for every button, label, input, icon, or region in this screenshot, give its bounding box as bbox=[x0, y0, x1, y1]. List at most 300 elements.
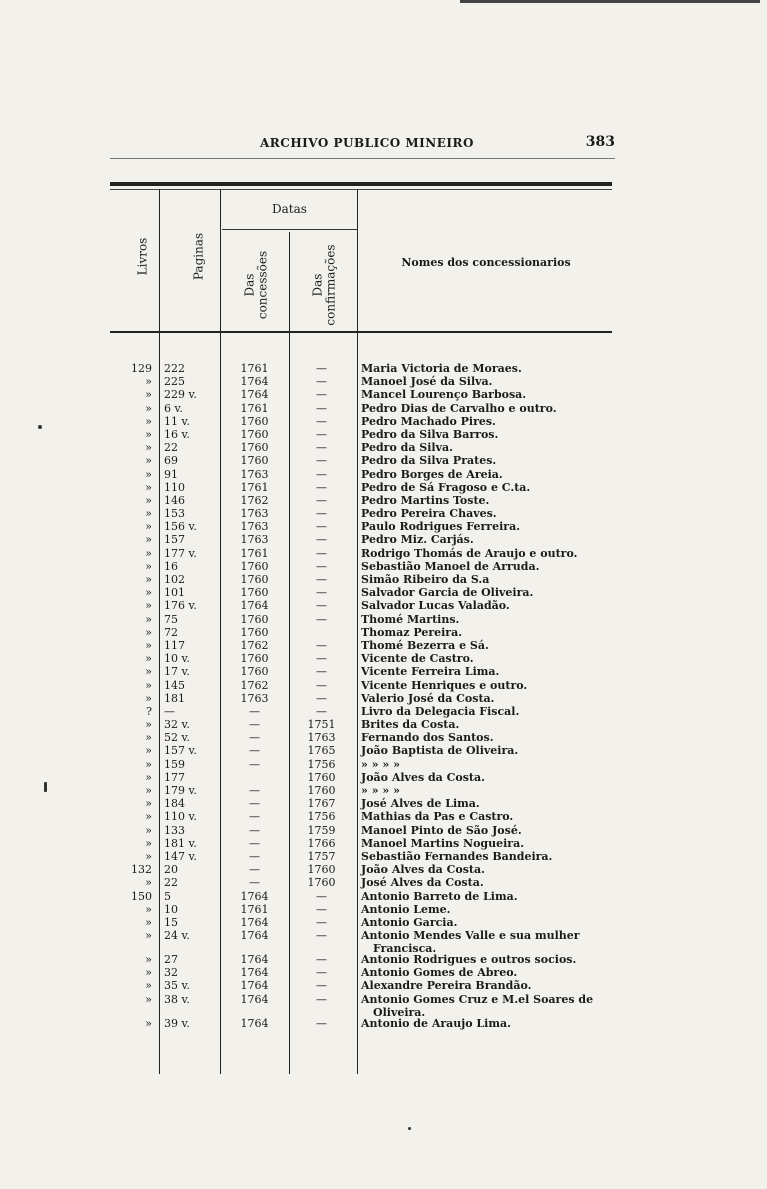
cell-pagina-text: 110 v. bbox=[164, 810, 197, 824]
cell-concessao bbox=[227, 837, 282, 850]
cell-livro-text: » bbox=[145, 929, 152, 943]
cell-pagina-text: 157 v. bbox=[164, 744, 197, 758]
cell-pagina bbox=[164, 810, 224, 823]
cell-nome-text: Livro da Delegacia Fiscal. bbox=[361, 704, 520, 718]
cell-nome bbox=[361, 468, 633, 481]
cell-nome bbox=[361, 890, 633, 903]
margin-mark bbox=[44, 782, 47, 792]
cell-livro bbox=[112, 903, 152, 916]
cell-concessao-text: 1764 bbox=[240, 966, 269, 980]
table-row bbox=[112, 468, 632, 481]
cell-livro-text: » bbox=[145, 823, 152, 837]
cell-livro bbox=[112, 652, 152, 665]
table-row bbox=[112, 797, 632, 810]
cell-pagina bbox=[164, 705, 224, 718]
cell-livro-text: » bbox=[145, 546, 152, 560]
cell-concessao bbox=[227, 626, 282, 639]
cell-pagina bbox=[164, 692, 224, 705]
cell-confirmacao-text: 1760 bbox=[307, 876, 336, 890]
cell-concessao-text: 1761 bbox=[240, 362, 269, 375]
table-row bbox=[112, 665, 632, 678]
header-confirmacoes: Das confirmações bbox=[310, 244, 338, 326]
cell-nome bbox=[361, 903, 633, 916]
cell-pagina-text: 110 bbox=[164, 480, 185, 494]
cell-concessao-text: 1763 bbox=[240, 507, 269, 521]
cell-pagina bbox=[164, 679, 224, 692]
cell-nome bbox=[361, 758, 633, 771]
header-bottom-rule bbox=[110, 331, 612, 333]
cell-livro bbox=[112, 639, 152, 652]
table-row bbox=[112, 481, 632, 494]
cell-livro bbox=[112, 744, 152, 757]
cell-confirmacao bbox=[289, 468, 354, 481]
cell-concessao bbox=[227, 441, 282, 454]
cell-concessao bbox=[227, 415, 282, 428]
cell-confirmacao-text: — bbox=[316, 454, 327, 468]
cell-confirmacao-text: — bbox=[316, 638, 327, 652]
cell-livro bbox=[112, 692, 152, 705]
cell-concessao bbox=[227, 599, 282, 612]
table-row bbox=[112, 613, 632, 626]
cell-nome-text: João Alves da Costa. bbox=[361, 770, 485, 784]
header-rule bbox=[110, 158, 615, 159]
cell-nome-text: Pedro Borges de Areia. bbox=[361, 467, 503, 481]
cell-concessao bbox=[227, 705, 282, 718]
cell-pagina bbox=[164, 560, 224, 573]
cell-concessao-text: 1763 bbox=[240, 520, 269, 534]
cell-confirmacao bbox=[289, 520, 354, 533]
cell-confirmacao bbox=[289, 428, 354, 441]
cell-confirmacao-text: — bbox=[316, 573, 327, 586]
cell-confirmacao-text: — bbox=[316, 493, 327, 507]
cell-confirmacao-text: — bbox=[316, 966, 327, 980]
cell-nome bbox=[361, 573, 633, 586]
cell-confirmacao-text: 1760 bbox=[307, 784, 336, 797]
table-row bbox=[112, 586, 632, 599]
table-row bbox=[112, 652, 632, 665]
cell-pagina-text: 6 v. bbox=[164, 401, 183, 415]
cell-concessao bbox=[227, 428, 282, 441]
table-row bbox=[112, 771, 632, 784]
cell-pagina-text: 101 bbox=[164, 586, 185, 600]
cell-nome bbox=[361, 547, 633, 560]
cell-livro-text: » bbox=[145, 612, 152, 626]
cell-pagina bbox=[164, 797, 224, 810]
cell-concessao-text: 1764 bbox=[240, 599, 269, 613]
cell-concessao-text: 1764 bbox=[240, 992, 269, 1006]
cell-livro-text: » bbox=[145, 586, 152, 600]
cell-concessao bbox=[227, 731, 282, 744]
cell-pagina-text: 176 v. bbox=[164, 599, 197, 613]
cell-nome bbox=[361, 454, 633, 467]
cell-pagina bbox=[164, 953, 224, 966]
cell-confirmacao-text: — bbox=[316, 507, 327, 521]
table-row bbox=[112, 692, 632, 705]
cell-nome-text: » » » » bbox=[361, 757, 400, 771]
cell-concessao-text: — bbox=[249, 797, 260, 811]
cell-livro-text: » bbox=[145, 533, 152, 547]
cell-concessao-text: 1764 bbox=[240, 889, 269, 903]
cell-concessao-text: 1764 bbox=[240, 1016, 269, 1030]
cell-pagina bbox=[164, 388, 224, 401]
cell-concessao-text: 1764 bbox=[240, 388, 269, 402]
cell-livro-text: » bbox=[145, 1016, 152, 1030]
cell-livro-text: » bbox=[145, 638, 152, 652]
table-row bbox=[112, 966, 632, 979]
cell-concessao bbox=[227, 652, 282, 665]
cell-livro bbox=[112, 797, 152, 810]
cell-confirmacao bbox=[289, 993, 354, 1006]
cell-pagina-text: 24 v. bbox=[164, 929, 190, 943]
cell-pagina-text: 10 v. bbox=[164, 652, 190, 666]
cell-nome-text: Pedro Miz. Carjás. bbox=[361, 533, 474, 547]
cell-nome bbox=[361, 993, 633, 1019]
cell-nome-text: Vicente Ferreira Lima. bbox=[361, 665, 500, 679]
cell-livro-text: » bbox=[145, 836, 152, 850]
cell-pagina-text: 157 bbox=[164, 533, 185, 547]
cell-pagina bbox=[164, 468, 224, 481]
cell-pagina bbox=[164, 362, 224, 375]
cell-concessao-text: 1763 bbox=[240, 533, 269, 547]
cell-confirmacao bbox=[289, 586, 354, 599]
cell-concessao bbox=[227, 547, 282, 560]
table-row bbox=[112, 573, 632, 586]
table-row bbox=[112, 876, 632, 889]
cell-livro-text: » bbox=[145, 784, 152, 797]
cell-nome-text: Vicente Henriques e outro. bbox=[361, 678, 528, 692]
cell-livro-text: » bbox=[145, 665, 152, 679]
cell-pagina bbox=[164, 966, 224, 979]
cell-confirmacao bbox=[289, 824, 354, 837]
cell-nome-text: Pedro Machado Pires. bbox=[361, 414, 496, 428]
cell-concessao bbox=[227, 966, 282, 979]
table-row bbox=[112, 388, 632, 401]
cell-nome-text: Pedro de Sá Fragoso e C.ta. bbox=[361, 480, 531, 494]
cell-livro bbox=[112, 993, 152, 1006]
cell-concessao bbox=[227, 953, 282, 966]
cell-concessao-text: 1761 bbox=[240, 401, 269, 415]
cell-nome bbox=[361, 533, 633, 546]
cell-concessao-text: — bbox=[249, 810, 260, 824]
cell-concessao bbox=[227, 916, 282, 929]
cell-confirmacao-text: — bbox=[316, 401, 327, 415]
cell-concessao-text: — bbox=[249, 757, 260, 771]
cell-nome bbox=[361, 876, 633, 889]
table-row bbox=[112, 863, 632, 876]
table-row bbox=[112, 441, 632, 454]
cell-livro bbox=[112, 837, 152, 850]
cell-confirmacao-text: — bbox=[316, 586, 327, 600]
cell-pagina-text: 133 bbox=[164, 823, 185, 837]
cell-confirmacao-text: — bbox=[316, 520, 327, 534]
cell-concessao-text: 1760 bbox=[240, 586, 269, 600]
cell-pagina bbox=[164, 599, 224, 612]
cell-confirmacao-text: — bbox=[316, 929, 327, 943]
cell-livro-text: 132 bbox=[131, 863, 152, 877]
cell-pagina bbox=[164, 929, 224, 942]
cell-livro bbox=[112, 415, 152, 428]
cell-livro bbox=[112, 375, 152, 388]
cell-livro bbox=[112, 507, 152, 520]
cell-concessao-text: — bbox=[249, 704, 260, 718]
table-row bbox=[112, 1017, 632, 1030]
cell-nome-text: Pedro da Silva Barros. bbox=[361, 427, 499, 441]
cell-livro-text: » bbox=[145, 454, 152, 468]
cell-nome bbox=[361, 520, 633, 533]
cell-confirmacao bbox=[289, 916, 354, 929]
cell-pagina-text: 69 bbox=[164, 454, 178, 468]
cell-nome bbox=[361, 494, 633, 507]
cell-nome-text: Manoel José da Silva. bbox=[361, 375, 493, 389]
cell-concessao bbox=[227, 890, 282, 903]
cell-livro bbox=[112, 850, 152, 863]
cell-confirmacao-text: 1759 bbox=[307, 823, 336, 837]
cell-livro-text: » bbox=[145, 559, 152, 573]
cell-pagina bbox=[164, 494, 224, 507]
cell-nome-continuation: Oliveira. bbox=[373, 1005, 426, 1019]
cell-pagina bbox=[164, 665, 224, 678]
header-livros: Livros bbox=[135, 237, 150, 276]
cell-concessao-text: 1762 bbox=[240, 678, 269, 692]
cell-nome bbox=[361, 953, 633, 966]
cell-nome bbox=[361, 481, 633, 494]
cell-livro bbox=[112, 573, 152, 586]
cell-livro-text: » bbox=[145, 414, 152, 428]
cell-pagina bbox=[164, 652, 224, 665]
cell-confirmacao-text: — bbox=[316, 992, 327, 1006]
cell-nome-text: Antonio Gomes Cruz e M.el Soares de bbox=[361, 992, 594, 1006]
table-row bbox=[112, 375, 632, 388]
top-edge-rule bbox=[460, 0, 760, 3]
table-row bbox=[112, 520, 632, 533]
cell-concessao-text: 1760 bbox=[240, 427, 269, 441]
cell-confirmacao-text: — bbox=[316, 467, 327, 481]
cell-livro-text: » bbox=[145, 966, 152, 980]
cell-nome bbox=[361, 415, 633, 428]
cell-concessao-text: 1760 bbox=[240, 454, 269, 468]
cell-pagina bbox=[164, 428, 224, 441]
cell-pagina-text: 16 v. bbox=[164, 427, 190, 441]
cell-concessao-text: 1760 bbox=[240, 559, 269, 573]
cell-nome bbox=[361, 771, 633, 784]
cell-confirmacao bbox=[289, 731, 354, 744]
table-row bbox=[112, 705, 632, 718]
cell-pagina bbox=[164, 837, 224, 850]
cell-nome bbox=[361, 375, 633, 388]
cell-pagina bbox=[164, 402, 224, 415]
cell-pagina-text: 177 bbox=[164, 770, 185, 784]
cell-confirmacao-text: — bbox=[316, 665, 327, 679]
cell-pagina bbox=[164, 507, 224, 520]
table-row bbox=[112, 626, 632, 639]
cell-concessao-text: 1764 bbox=[240, 375, 269, 389]
cell-confirmacao bbox=[289, 402, 354, 415]
cell-confirmacao-text: 1763 bbox=[307, 731, 336, 745]
cell-confirmacao bbox=[289, 415, 354, 428]
cell-pagina bbox=[164, 613, 224, 626]
cell-confirmacao-text: — bbox=[316, 979, 327, 993]
cell-nome bbox=[361, 966, 633, 979]
page-number: 383 bbox=[585, 134, 615, 150]
cell-nome-text: Antonio Garcia. bbox=[361, 915, 458, 929]
cell-nome-text: Thomaz Pereira. bbox=[361, 625, 463, 639]
table-row bbox=[112, 731, 632, 744]
cell-concessao-text: — bbox=[249, 876, 260, 890]
cell-concessao-text: 1760 bbox=[240, 612, 269, 626]
cell-concessao-text: 1760 bbox=[240, 665, 269, 679]
header-nomes: Nomes dos concessionarios bbox=[401, 256, 571, 269]
cell-nome-text: Rodrigo Thomás de Araujo e outro. bbox=[361, 546, 578, 560]
cell-confirmacao bbox=[289, 507, 354, 520]
cell-concessao bbox=[227, 494, 282, 507]
cell-pagina-text: 35 v. bbox=[164, 979, 190, 993]
cell-concessao-text: — bbox=[249, 744, 260, 758]
cell-pagina-text: 22 bbox=[164, 441, 178, 455]
cell-pagina-text: 32 v. bbox=[164, 718, 190, 732]
cell-confirmacao bbox=[289, 784, 354, 797]
cell-concessao bbox=[227, 718, 282, 731]
cell-confirmacao-text: — bbox=[316, 889, 327, 903]
cell-concessao bbox=[227, 824, 282, 837]
cell-livro bbox=[112, 863, 152, 876]
cell-nome bbox=[361, 665, 633, 678]
cell-confirmacao-text: 1760 bbox=[307, 770, 336, 784]
cell-nome bbox=[361, 679, 633, 692]
cell-pagina bbox=[164, 758, 224, 771]
table-row bbox=[112, 890, 632, 903]
table-row bbox=[112, 758, 632, 771]
cell-nome-text: Vicente de Castro. bbox=[361, 652, 474, 666]
cell-pagina bbox=[164, 573, 224, 586]
table-row bbox=[112, 533, 632, 546]
cell-livro bbox=[112, 560, 152, 573]
cell-livro-text: » bbox=[145, 744, 152, 758]
cell-livro-text: » bbox=[145, 691, 152, 705]
cell-pagina-text: 20 bbox=[164, 863, 178, 877]
cell-livro bbox=[112, 679, 152, 692]
cell-concessao bbox=[227, 573, 282, 586]
cell-confirmacao bbox=[289, 1017, 354, 1030]
table-row bbox=[112, 639, 632, 652]
cell-concessao-text: — bbox=[249, 823, 260, 837]
cell-livro-text: » bbox=[145, 979, 152, 993]
cell-confirmacao bbox=[289, 573, 354, 586]
cell-pagina bbox=[164, 441, 224, 454]
cell-confirmacao-text: 1767 bbox=[307, 797, 336, 811]
cell-pagina-text: 15 bbox=[164, 915, 178, 929]
cell-pagina-text: 52 v. bbox=[164, 731, 190, 745]
cell-nome-text: » » » » bbox=[361, 784, 400, 797]
cell-concessao bbox=[227, 903, 282, 916]
cell-confirmacao-text: — bbox=[316, 362, 327, 375]
cell-livro bbox=[112, 428, 152, 441]
cell-nome bbox=[361, 731, 633, 744]
cell-nome bbox=[361, 428, 633, 441]
cell-livro-text: 150 bbox=[131, 889, 152, 903]
cell-nome-text: Simão Ribeiro da S.a bbox=[361, 573, 490, 586]
cell-concessao bbox=[227, 507, 282, 520]
cell-confirmacao-text: — bbox=[316, 902, 327, 916]
cell-confirmacao-text: 1751 bbox=[307, 718, 336, 732]
cell-pagina-text: 145 bbox=[164, 678, 185, 692]
cell-livro bbox=[112, 876, 152, 889]
cell-concessao bbox=[227, 863, 282, 876]
datas-subrule bbox=[222, 229, 357, 230]
cell-concessao bbox=[227, 929, 282, 942]
cell-nome bbox=[361, 362, 633, 375]
cell-concessao-text: 1760 bbox=[240, 625, 269, 639]
cell-concessao-text: 1763 bbox=[240, 467, 269, 481]
cell-nome bbox=[361, 586, 633, 599]
cell-nome-text: Antonio de Araujo Lima. bbox=[361, 1016, 511, 1030]
cell-livro bbox=[112, 481, 152, 494]
cell-pagina-text: 179 v. bbox=[164, 784, 197, 797]
cell-livro-text: » bbox=[145, 493, 152, 507]
cell-livro-text: » bbox=[145, 480, 152, 494]
cell-pagina-text: 181 bbox=[164, 691, 185, 705]
cell-pagina-text: 147 v. bbox=[164, 849, 197, 863]
cell-livro bbox=[112, 454, 152, 467]
cell-nome bbox=[361, 639, 633, 652]
cell-confirmacao bbox=[289, 454, 354, 467]
cell-nome-continuation: Francisca. bbox=[373, 942, 437, 956]
cell-confirmacao bbox=[289, 863, 354, 876]
cell-pagina-text: 38 v. bbox=[164, 992, 190, 1006]
cell-confirmacao-text: — bbox=[316, 559, 327, 573]
cell-confirmacao-text: — bbox=[316, 427, 327, 441]
cell-pagina bbox=[164, 481, 224, 494]
cell-pagina bbox=[164, 520, 224, 533]
cell-pagina-text: 72 bbox=[164, 625, 178, 639]
table-row bbox=[112, 428, 632, 441]
cell-confirmacao bbox=[289, 771, 354, 784]
cell-pagina bbox=[164, 890, 224, 903]
cell-livro bbox=[112, 1017, 152, 1030]
cell-nome bbox=[361, 979, 633, 992]
cell-livro bbox=[112, 533, 152, 546]
cell-livro-text: » bbox=[145, 915, 152, 929]
cell-livro-text: » bbox=[145, 731, 152, 745]
cell-livro-text: » bbox=[145, 770, 152, 784]
cell-livro bbox=[112, 771, 152, 784]
cell-concessao-text: 1764 bbox=[240, 929, 269, 943]
cell-pagina bbox=[164, 876, 224, 889]
cell-concessao-text: — bbox=[249, 836, 260, 850]
cell-confirmacao-text: — bbox=[316, 388, 327, 402]
cell-nome-text: Valerio José da Costa. bbox=[361, 691, 495, 705]
cell-livro-text: » bbox=[145, 810, 152, 824]
cell-nome bbox=[361, 705, 633, 718]
cell-concessao-text: 1764 bbox=[240, 953, 269, 967]
table-row bbox=[112, 850, 632, 863]
cell-pagina-text: 16 bbox=[164, 559, 178, 573]
cell-confirmacao bbox=[289, 494, 354, 507]
cell-nome bbox=[361, 850, 633, 863]
cell-livro bbox=[112, 362, 152, 375]
cell-confirmacao bbox=[289, 718, 354, 731]
cell-nome-text: Antonio Leme. bbox=[361, 902, 451, 916]
cell-concessao bbox=[227, 692, 282, 705]
cell-concessao bbox=[227, 481, 282, 494]
cell-nome-text: Salvador Garcia de Oliveira. bbox=[361, 586, 534, 600]
cell-pagina bbox=[164, 784, 224, 797]
cell-livro bbox=[112, 665, 152, 678]
cell-pagina-text: 184 bbox=[164, 797, 185, 811]
cell-livro bbox=[112, 468, 152, 481]
cell-confirmacao-text: — bbox=[316, 546, 327, 560]
cell-livro-text: » bbox=[145, 441, 152, 455]
cell-confirmacao bbox=[289, 362, 354, 375]
